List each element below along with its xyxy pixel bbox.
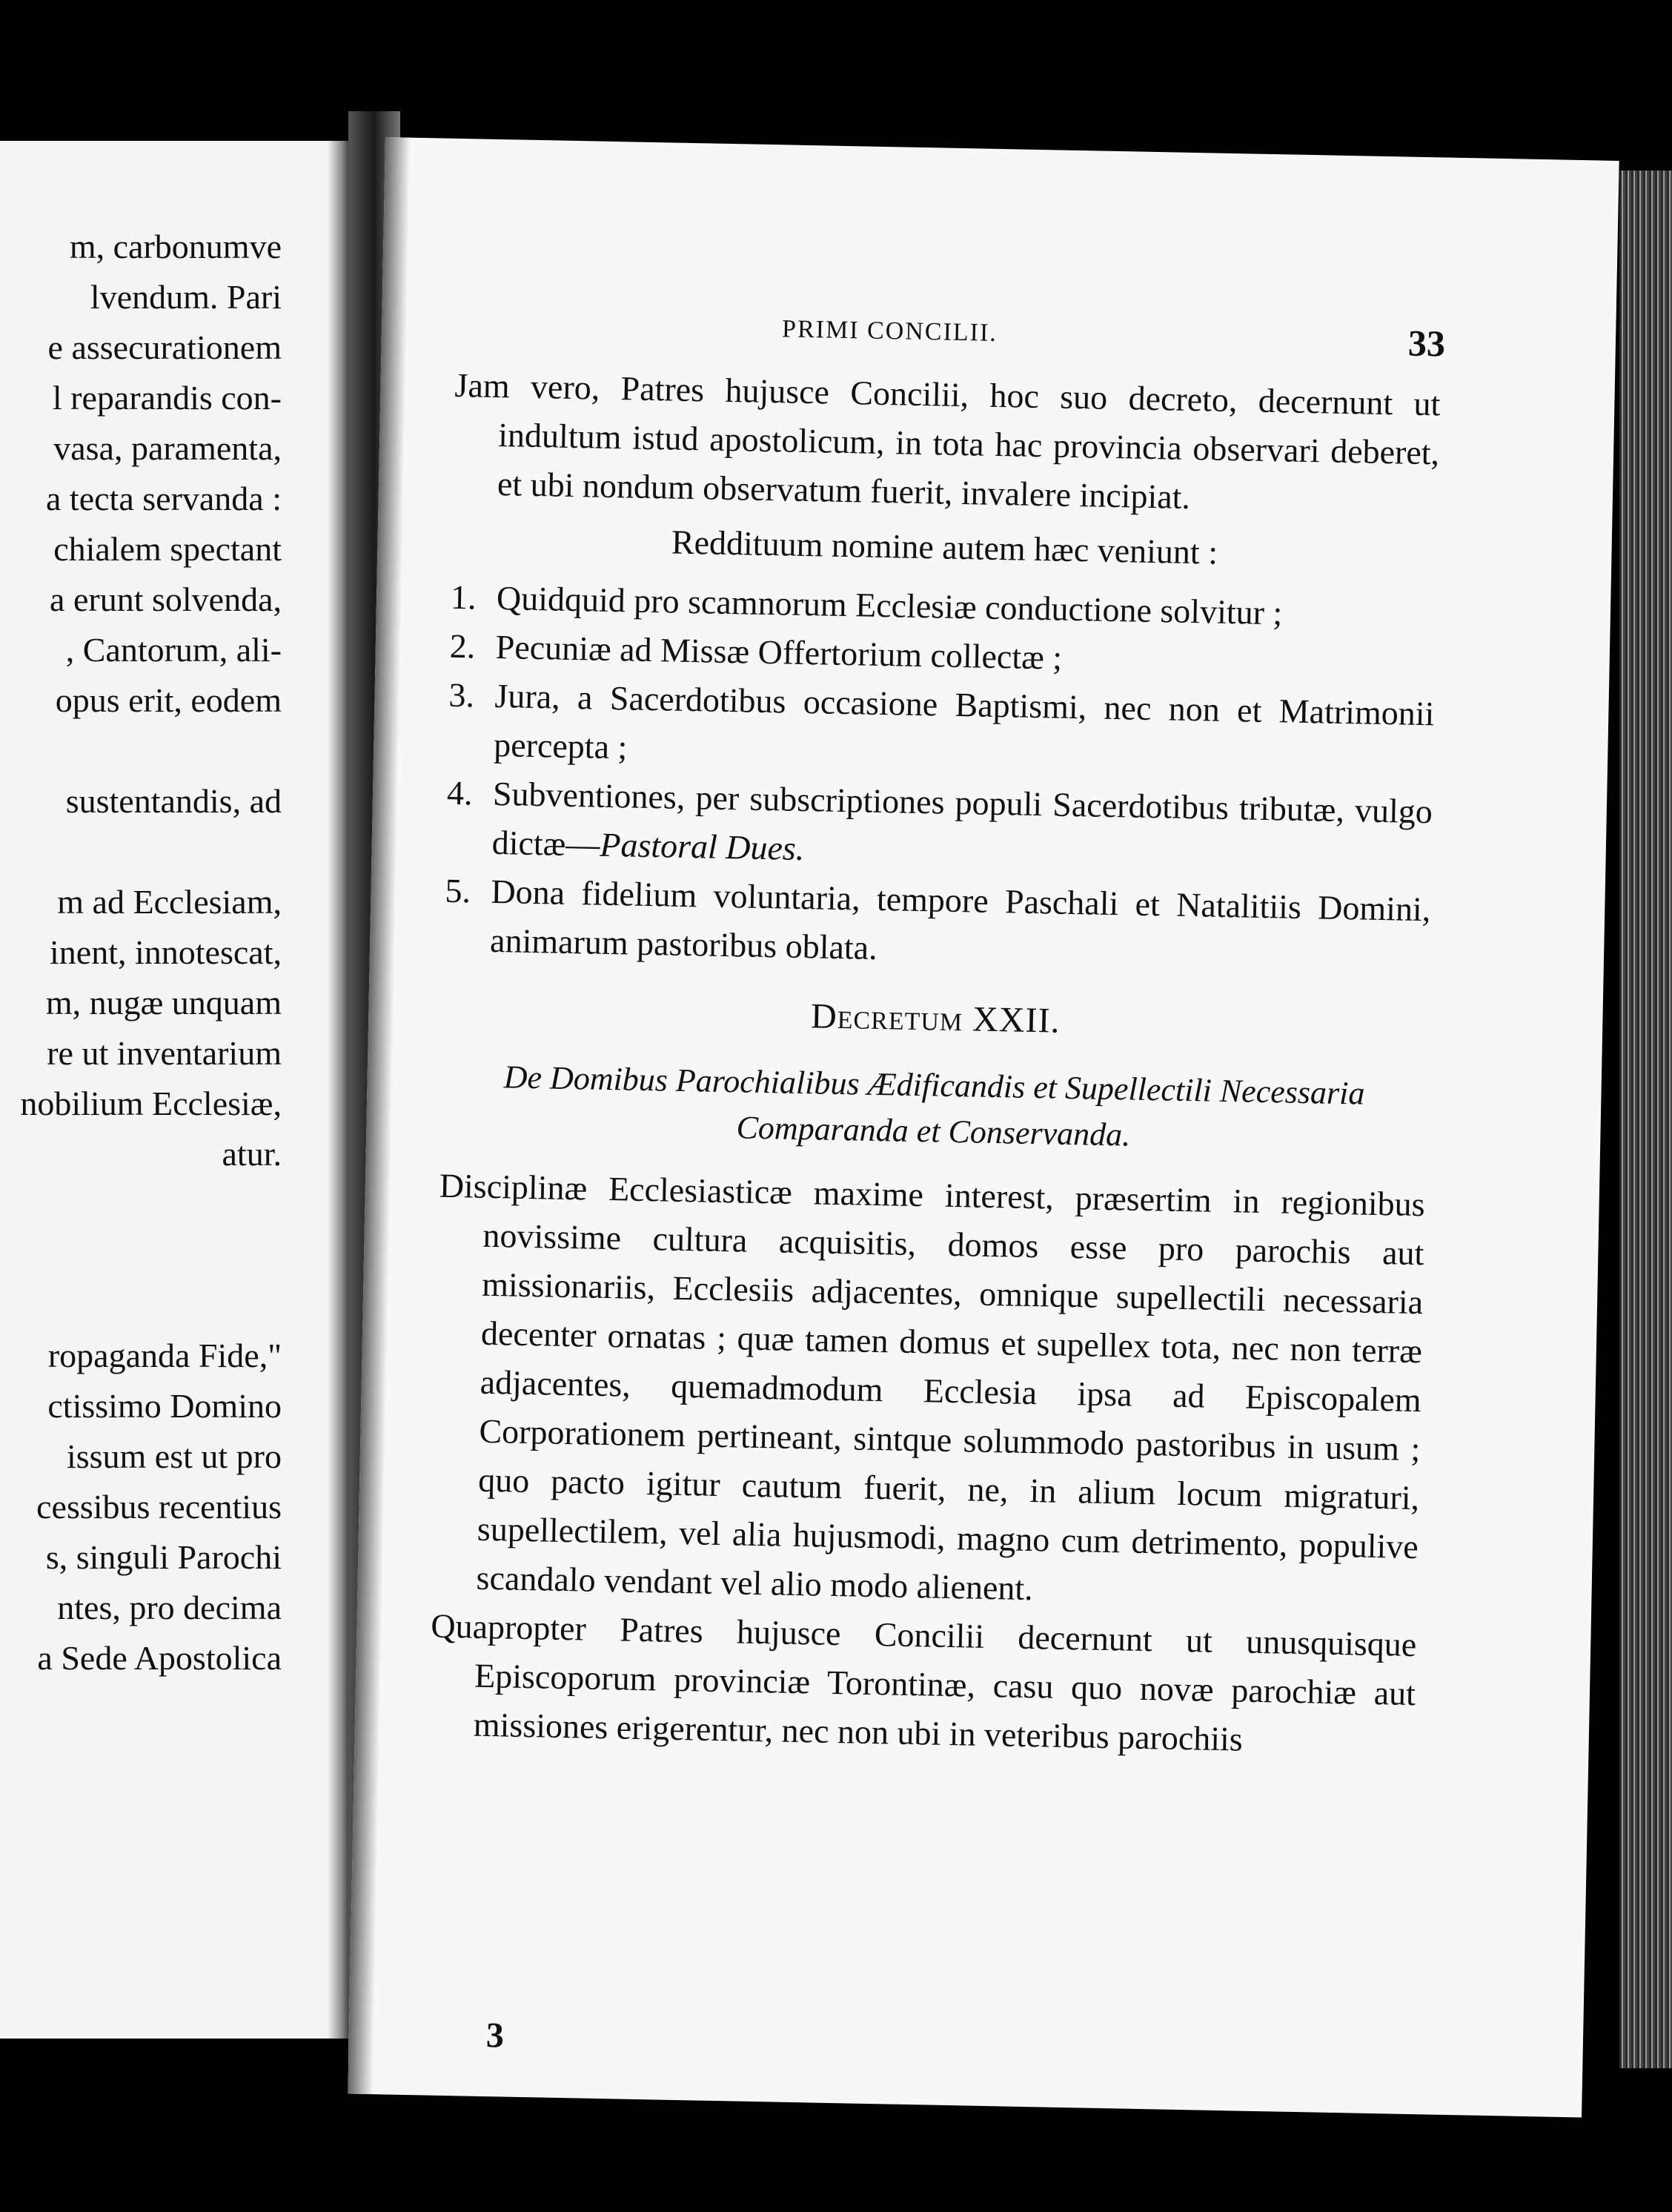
left-page-line: issum est ut pro xyxy=(66,1437,282,1475)
decree-title-line: De Domibus Parochialibus Ædificandis et Supellectili Necessaria xyxy=(503,1059,1365,1112)
left-page-line: a erunt solvenda, xyxy=(50,580,282,618)
item-italic-text: Pastoral Dues. xyxy=(599,825,805,868)
body-paragraph: Disciplinæ Ecclesiasticæ maxime interest, præsertim in regionibus novissime cultura acquisitis, domos esse pro parochis aut missionariis, Ecclesiis adjacentes, omnique supellectili necessaria decenter ornatas ; quæ tamen domus et supellex tota, nec non terræ adjacentes, quemadmodum Ecclesia ipsa ad Episcopalem Corporationem pertineant, sintque solummodo pastoribus in usum ; quo pacto igitur cautum fuerit, ne, in alium locum migraturi, supellectilem, vel alia hujusmodi, magno cum detrimento, populive scandalo vendant vel alio modo alienent. xyxy=(439,1166,1426,1608)
left-page-line: m, nugæ unquam xyxy=(45,984,282,1021)
signature-mark: 3 xyxy=(485,2016,505,2056)
page-edges xyxy=(1619,170,1672,2068)
left-page-line: chialem spectant xyxy=(53,530,282,568)
left-page-line: ntes, pro decima xyxy=(57,1589,282,1626)
list-subheading: Reddituum nomine autem hæc veniunt : xyxy=(671,523,1218,572)
list-item xyxy=(448,671,1435,788)
item-text: Pecuniæ ad Missæ Offertorium collectæ ; xyxy=(495,627,1063,677)
left-page-line: a Sede Apostolica xyxy=(37,1639,282,1677)
list-item xyxy=(444,867,1431,984)
left-page-line: atur. xyxy=(222,1135,282,1173)
left-page-line: vasa, paramenta, xyxy=(53,429,282,467)
left-page-line: ctissimo Domino xyxy=(47,1387,282,1425)
item-text: Dona fidelium voluntaria, tempore Paschali et Natalitiis Domini, animarum pastoribus oblata. xyxy=(489,872,1431,967)
left-page-line: nobilium Ecclesiæ, xyxy=(20,1085,282,1122)
decree-title-line: Comparanda et Conservanda. xyxy=(736,1109,1131,1153)
list-item xyxy=(445,769,1433,886)
left-page-line: lvendum. Pari xyxy=(90,278,282,316)
left-page xyxy=(0,141,348,2039)
item-number: 1. xyxy=(450,577,477,617)
revenue-list xyxy=(444,573,1437,983)
left-page-line: m, carbonumve xyxy=(69,228,282,265)
item-text: Subventiones, per subscriptiones populi Sacerdotibus tributæ, vulgo dictæ— xyxy=(491,774,1433,864)
left-page-line: e assecurationem xyxy=(47,328,282,366)
right-page xyxy=(348,137,1619,2117)
left-page-line: m ad Ecclesiam, xyxy=(57,883,282,921)
item-number: 2. xyxy=(449,626,476,666)
opening-paragraph: Jam vero, Patres hujusce Concilii, hoc suo decreto, decernunt ut indultum istud apostolicum, in tota hac provincia observari deberet, et ubi nondum observatum fuerit, invalere incipiat. xyxy=(454,365,1441,516)
item-text: Jura, a Sacerdotibus occasione Baptismi, nec non et Matrimonii percepta ; xyxy=(493,676,1435,766)
left-page-line: re ut inventarium xyxy=(47,1034,282,1072)
left-page-line: a tecta servanda : xyxy=(46,480,282,517)
left-page-line: l reparandis con- xyxy=(52,379,282,417)
left-page-line: s, singuli Parochi xyxy=(45,1538,282,1576)
running-head: PRIMI CONCILII. xyxy=(781,315,998,347)
left-page-line: inent, innotescat, xyxy=(50,933,282,971)
item-number: 3. xyxy=(448,675,475,715)
left-page-line: ropaganda Fide," xyxy=(47,1337,282,1374)
page-body xyxy=(428,361,1441,1767)
item-text: Quidquid pro scamnorum Ecclesiæ conductione solvitur ; xyxy=(496,579,1283,632)
left-page-line: opus erit, eodem xyxy=(55,681,282,719)
page-number: 33 xyxy=(1407,322,1446,365)
left-page-line: cessibus recentius xyxy=(36,1488,282,1526)
decree-title xyxy=(440,1053,1427,1165)
item-number: 5. xyxy=(445,871,471,910)
left-page-line: , Cantorum, ali- xyxy=(65,631,282,669)
body-paragraph: Quapropter Patres hujusce Concilii decernunt ut unusquisque Episcoporum provinciæ Torontinæ, casu quo novæ parochiæ aut missiones erigerentur, nec non ubi in veteribus parochiis xyxy=(430,1606,1417,1758)
item-number: 4. xyxy=(446,773,474,812)
left-page-line: sustentandis, ad xyxy=(65,782,282,820)
decree-heading: Decretum XXII. xyxy=(810,996,1061,1041)
